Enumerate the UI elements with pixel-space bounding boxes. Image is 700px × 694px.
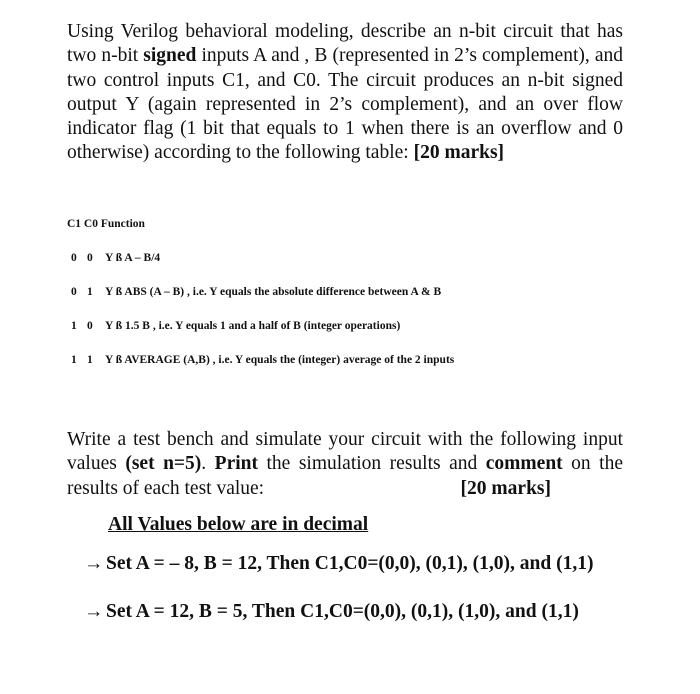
- test-case-text: Set A = 12, B = 5, Then C1,C0=(0,0), (0,1), (1,0), and (1,1): [106, 601, 579, 622]
- testbench-bold-print: Print: [214, 453, 258, 475]
- testbench-marks: [20 marks]: [460, 477, 551, 499]
- testbench-bold-n: (set n=5): [125, 453, 202, 475]
- row-function: Y ß AVERAGE (A,B) , i.e. Y equals the (integer) average of the 2 inputs: [105, 354, 455, 366]
- row-c0: 0: [87, 252, 93, 264]
- row-c0: 1: [87, 286, 93, 298]
- row-c0: 1: [87, 354, 93, 366]
- row-function: Y ß ABS (A – B) , i.e. Y equals the absolute difference between A & B: [105, 286, 442, 298]
- test-case-text: Set A = – 8, B = 12, Then C1,C0=(0,0), (0,1), (1,0), and (1,1): [106, 553, 594, 574]
- row-function: Y ß A – B/4: [105, 252, 161, 264]
- intro-text-1: Using Verilog behavioral modeling, describe an n-bit circuit that has two n-bit: [67, 21, 623, 67]
- intro-marks: [20 marks]: [413, 142, 505, 164]
- testbench-text-4: on the results of each test value:: [67, 453, 623, 499]
- intro-bold-signed: signed: [143, 45, 197, 67]
- row-c0: 0: [87, 320, 93, 332]
- table-header: C1 C0 Function: [67, 218, 145, 230]
- testbench-bold-comment: comment: [485, 453, 563, 475]
- test-case-item: [84, 552, 624, 576]
- testbench-text-3: the simulation results and: [258, 453, 486, 475]
- intro-text-2: inputs A and , B (represented in 2’s complement), and two control inputs C1, and C0. The circuit produces an n-bit signed output Y (again represented in 2’s complement), and an over flow indicator flag (1 bit that equals to 1 when there is an overflow and 0 otherwise) according to the following table:: [67, 45, 623, 164]
- row-c1: 0: [71, 286, 77, 298]
- values-heading: All Values below are in decimal: [108, 514, 369, 535]
- arrow-right-icon: →: [84, 553, 104, 574]
- arrow-right-icon: →: [84, 601, 104, 622]
- intro-paragraph: [67, 20, 623, 166]
- testbench-text-2: .: [201, 453, 215, 475]
- row-function: Y ß 1.5 B , i.e. Y equals 1 and a half of B (integer operations): [105, 320, 401, 332]
- row-c1: 1: [71, 354, 77, 366]
- testbench-text-1: Write a test bench and simulate your circuit with the following input values: [67, 429, 623, 475]
- row-c1: 0: [71, 252, 77, 264]
- test-case-item: [84, 600, 624, 624]
- row-c1: 1: [71, 320, 77, 332]
- testbench-paragraph: [67, 428, 623, 501]
